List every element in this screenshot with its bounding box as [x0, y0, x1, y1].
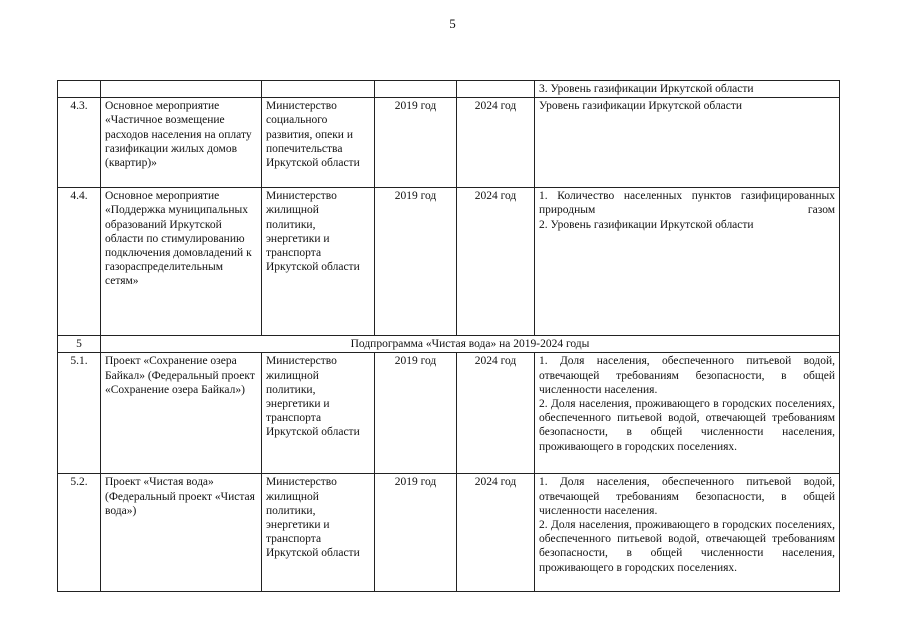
indicators-cell: [535, 81, 840, 98]
executor-cell: Министерство жилищной политики, энергетики и транспорта Иркутской области: [262, 353, 375, 474]
indicator-item: 2. Доля населения, проживающего в городских поселениях, обеспеченного питьевой водой, отвечающей требованиям безопасности, в общей численности населения, проживающего в городских поселениях.: [539, 398, 835, 453]
start-year-cell: [375, 81, 457, 98]
row-number: 5: [58, 336, 101, 353]
end-year-cell: 2024 год: [457, 353, 535, 474]
event-cell: Проект «Сохранение озера Байкал» (Федеральный проект «Сохранение озера Байкал»): [101, 353, 262, 474]
indicators-cell: [535, 188, 840, 336]
program-table: [57, 80, 840, 592]
row-number: 5.1.: [58, 353, 101, 474]
indicator-item: 2. Уровень газификации Иркутской области: [539, 218, 754, 231]
indicator-item: 1. Доля населения, обеспеченного питьевой водой, отвечающей требованиям безопасности, в общей численности населения.: [539, 355, 835, 396]
event-cell: [101, 81, 262, 98]
indicator-item: 2. Доля населения, проживающего в городских поселениях, обеспеченного питьевой водой, отвечающей требованиям безопасности, в общей численности населения, проживающего в городских поселениях.: [539, 519, 835, 574]
page-number: 5: [449, 16, 456, 31]
event-cell: Проект «Чистая вода» (Федеральный проект «Чистая вода»): [101, 474, 262, 592]
indicator-item: 1. Доля населения, обеспеченного питьевой водой, отвечающей требованиям безопасности, в общей численности населения.: [539, 476, 835, 517]
table-row: [58, 474, 840, 592]
table-row: [58, 188, 840, 336]
table-row: [58, 81, 840, 98]
start-year-cell: 2019 год: [375, 474, 457, 592]
start-year-cell: 2019 год: [375, 188, 457, 336]
table-row: [58, 98, 840, 188]
subprogram-row: [58, 336, 840, 353]
executor-cell: Министерство жилищной политики, энергетики и транспорта Иркутской области: [262, 188, 375, 336]
end-year-cell: 2024 год: [457, 188, 535, 336]
indicators-cell: [535, 474, 840, 592]
indicators-cell: [535, 98, 840, 188]
row-number: 4.4.: [58, 188, 101, 336]
row-number: [58, 81, 101, 98]
event-cell: Основное мероприятие «Поддержка муниципальных образований Иркутской области по стимулированию подключения домовладений к газораспределительным сетям»: [101, 188, 262, 336]
end-year-cell: 2024 год: [457, 474, 535, 592]
start-year-cell: 2019 год: [375, 98, 457, 188]
indicator-item: 3. Уровень газификации Иркутской области: [539, 83, 754, 95]
executor-cell: Министерство социального развития, опеки и попечительства Иркутской области: [262, 98, 375, 188]
row-number: 5.2.: [58, 474, 101, 592]
indicator-item: 1. Количество населенных пунктов газифицированных природным газом: [539, 190, 835, 217]
event-cell: Основное мероприятие «Частичное возмещение расходов населения на оплату газификации жилых домов (квартир)»: [101, 98, 262, 188]
end-year-cell: [457, 81, 535, 98]
indicators-cell: [535, 353, 840, 474]
subprogram-title: Подпрограмма «Чистая вода» на 2019-2024 годы: [101, 336, 840, 353]
start-year-cell: 2019 год: [375, 353, 457, 474]
executor-cell: [262, 81, 375, 98]
row-number: 4.3.: [58, 98, 101, 188]
table-row: [58, 353, 840, 474]
end-year-cell: 2024 год: [457, 98, 535, 188]
executor-cell: Министерство жилищной политики, энергетики и транспорта Иркутской области: [262, 474, 375, 592]
indicator-item: Уровень газификации Иркутской области: [539, 100, 743, 113]
